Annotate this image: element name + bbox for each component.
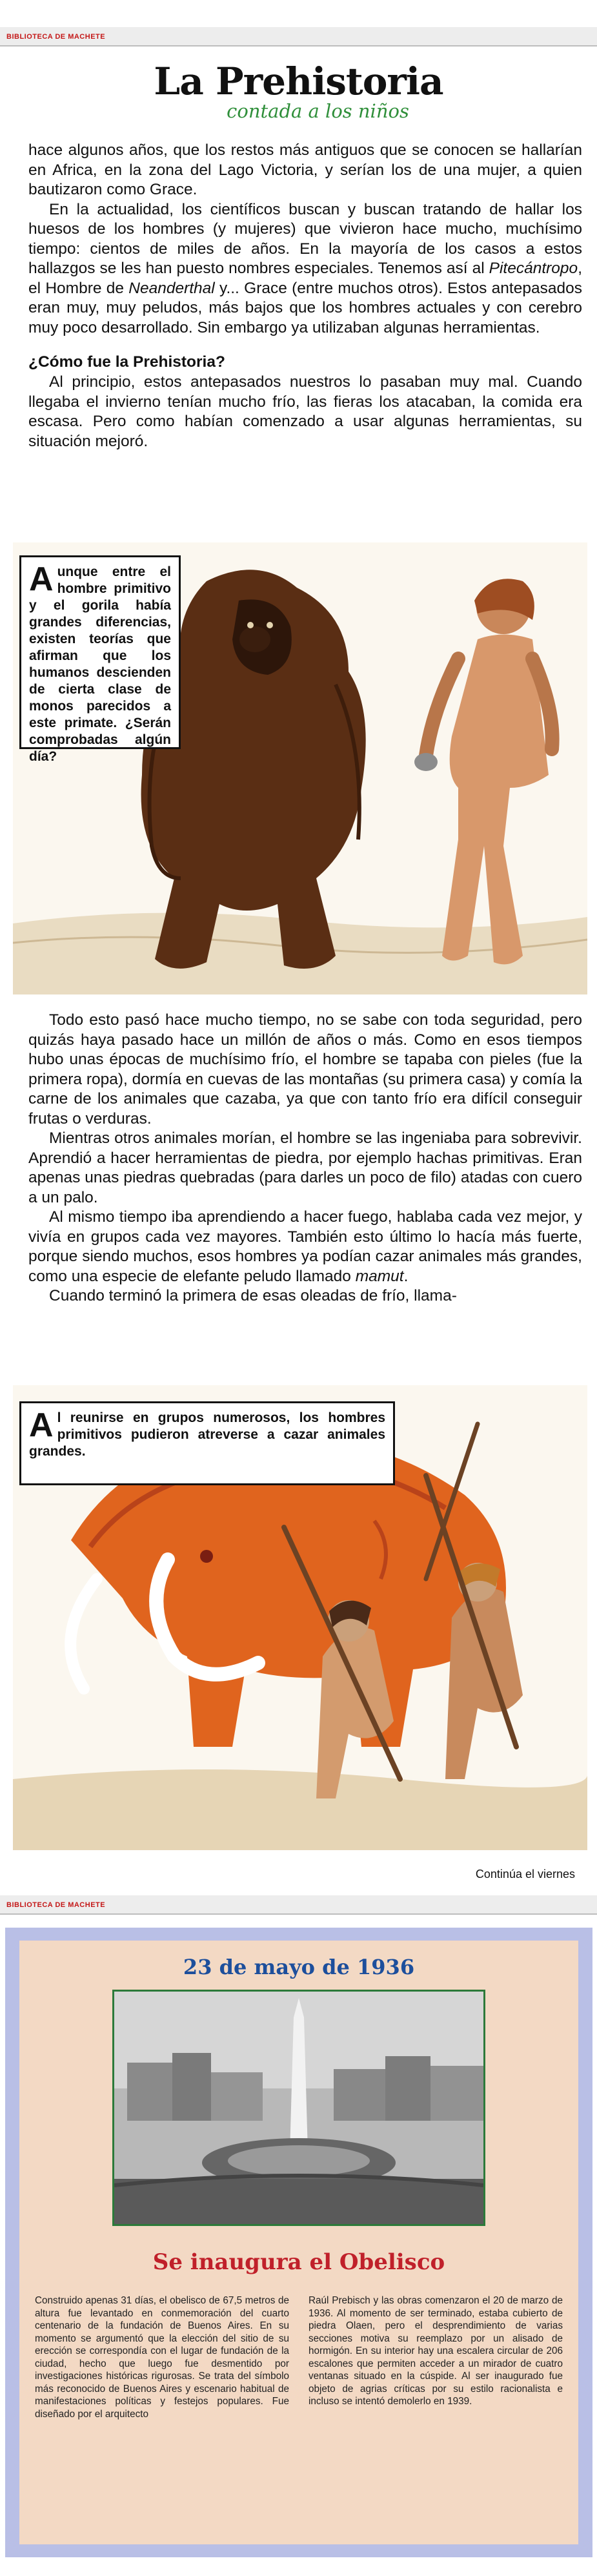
obelisco-card <box>5 1928 592 2557</box>
intro-text <box>28 141 582 451</box>
obelisco-columns <box>35 2294 563 2420</box>
section2-paragraph-2: Mientras otros animales morían, el hombre se las ingeniaba para sobrevivir. Aprendió a hacer herramientas de piedra, por ejemplo hachas primitivas. Eran apenas unas piedras quebradas (para darles un poco de filo) atadas con cuero a un palo. <box>28 1129 582 1206</box>
section1-paragraph: Al principio, estos antepasados nuestros lo pasaban muy mal. Cuando llegaba el invierno tenían mucho frío, las fieras los atacaban, la comida era escasa. Pero como habían comenzado a usar algunas herramientas, su situación mejoró. <box>28 373 582 450</box>
masthead-title: La Prehistoria <box>154 59 443 103</box>
section2-paragraph-1: Todo esto pasó hace mucho tiempo, no se sabe con toda seguridad, pero quizás haya pasado hace un millón de años o más. Como en esos tiempos hubo unas épocas de muchísimo frío, el hombre se tapaba con pieles (fue la primera ropa), dormía en cuevas de las montañas (su primera casa) y comía la carne de los animales que cazaba, ya que con tanto frío era difícil conseguir frutas o verduras. <box>28 1011 582 1128</box>
continue-note: Continúa el viernes <box>475 1868 575 1880</box>
masthead <box>0 61 597 121</box>
gorilla-caveman-illustration <box>13 542 587 994</box>
mammoth-hunt-illustration <box>13 1385 587 1850</box>
section-heading: ¿Cómo fue la Prehistoria? <box>28 353 225 371</box>
obelisco-date: 23 de mayo de 1936 <box>183 1955 415 1979</box>
intro-paragraph-2: En la actualidad, los científicos buscan y buscan tratando de hallar los huesos de los hombres (y mujeres) que vivieron hace mucho, muchísimo tiempo: cientos de miles de años. En la mayoría de los casos a estos hallazgos se les han puesto nombres especiales. Tenemos así al Pitecántropo, el Hombre de Neanderthal y... Grace (entre muchos otros). Estos antepasados eran muy, muy peludos, más bajos que los hombres actuales y con cerebro muy poco desarrollado. Sin embargo ya utilizaban algunas herramientas. <box>28 200 582 336</box>
section-label-2: BIBLIOTECA DE MACHETE <box>6 1901 106 1909</box>
obelisco-col-1: Construido apenas 31 días, el obelisco de 67,5 metros de altura fue levantado en conmemoración del cuarto centenario de la fundación de Buenos Aires. En su momento se argumentó que la elección del sitio de su erección se correspondía con el lugar de fundación de la ciudad, hecho que luego fue desmentido por investigaciones históricas rigurosas. Se trata del símbolo más reconocido de Buenos Aires y escenario habitual de manifestaciones políticas y festejos populares. Fue diseñado por el arquitecto <box>35 2295 289 2420</box>
section-strip-top <box>0 27 597 46</box>
obelisco-card-inner <box>19 1941 578 2544</box>
masthead-subtitle: contada a los niños <box>227 100 409 122</box>
callout-mammoth: Al reunirse en grupos numerosos, los hombres primitivos pudieron atreverse a cazar animales grandes. <box>19 1401 395 1485</box>
section2-paragraph-4: Cuando terminó la primera de esas oleadas de frío, llama- <box>49 1287 457 1304</box>
intro-paragraph-1: hace algunos años, que los restos más antiguos que se conocen se hallarían en Africa, en la zona del Lago Victoria, y serían los de una mujer, a quien bautizaron como Grace. <box>28 141 582 198</box>
section-label: BIBLIOTECA DE MACHETE <box>6 33 106 41</box>
section-strip-bottom <box>0 1895 597 1915</box>
callout-gorilla: Aunque entre el hombre primitivo y el gorila había grandes diferencias, existen teorías que afirman que los humanos descienden de cierta clase de monos parecidos a este primate. ¿Serán comprobadas algún día? <box>19 555 181 749</box>
obelisco-photo <box>112 1990 485 2226</box>
section2-text <box>28 1011 582 1306</box>
section2-paragraph-3: Al mismo tiempo iba aprendiendo a hacer fuego, hablaba cada vez mejor, y vivía en grupos cada vez mayores. También esto último lo hacía más fuerte, porque siendo muchos, esos hombres ya podían cazar animales más grandes, como una especie de elefante peludo llamado mamut. <box>28 1208 582 1285</box>
obelisco-col-2: Raúl Prebisch y las obras comenzaron el 20 de marzo de 1936. Al momento de ser terminado, estaba cubierto de piedra Olaen, pero el desprendimiento de varias secciones motiva su reemplazo por un alisado de hormigón. En su interior hay una escalera circular de 206 escalones que permiten acceder a un mirador de cuatro ventanas situado en la cúspide. Al ser inaugurado fue objeto de agrias críticas por su estilo racionalista e incluso se intentó demolerlo en 1939. <box>309 2295 563 2407</box>
obelisco-headline: Se inaugura el Obelisco <box>152 2249 445 2275</box>
